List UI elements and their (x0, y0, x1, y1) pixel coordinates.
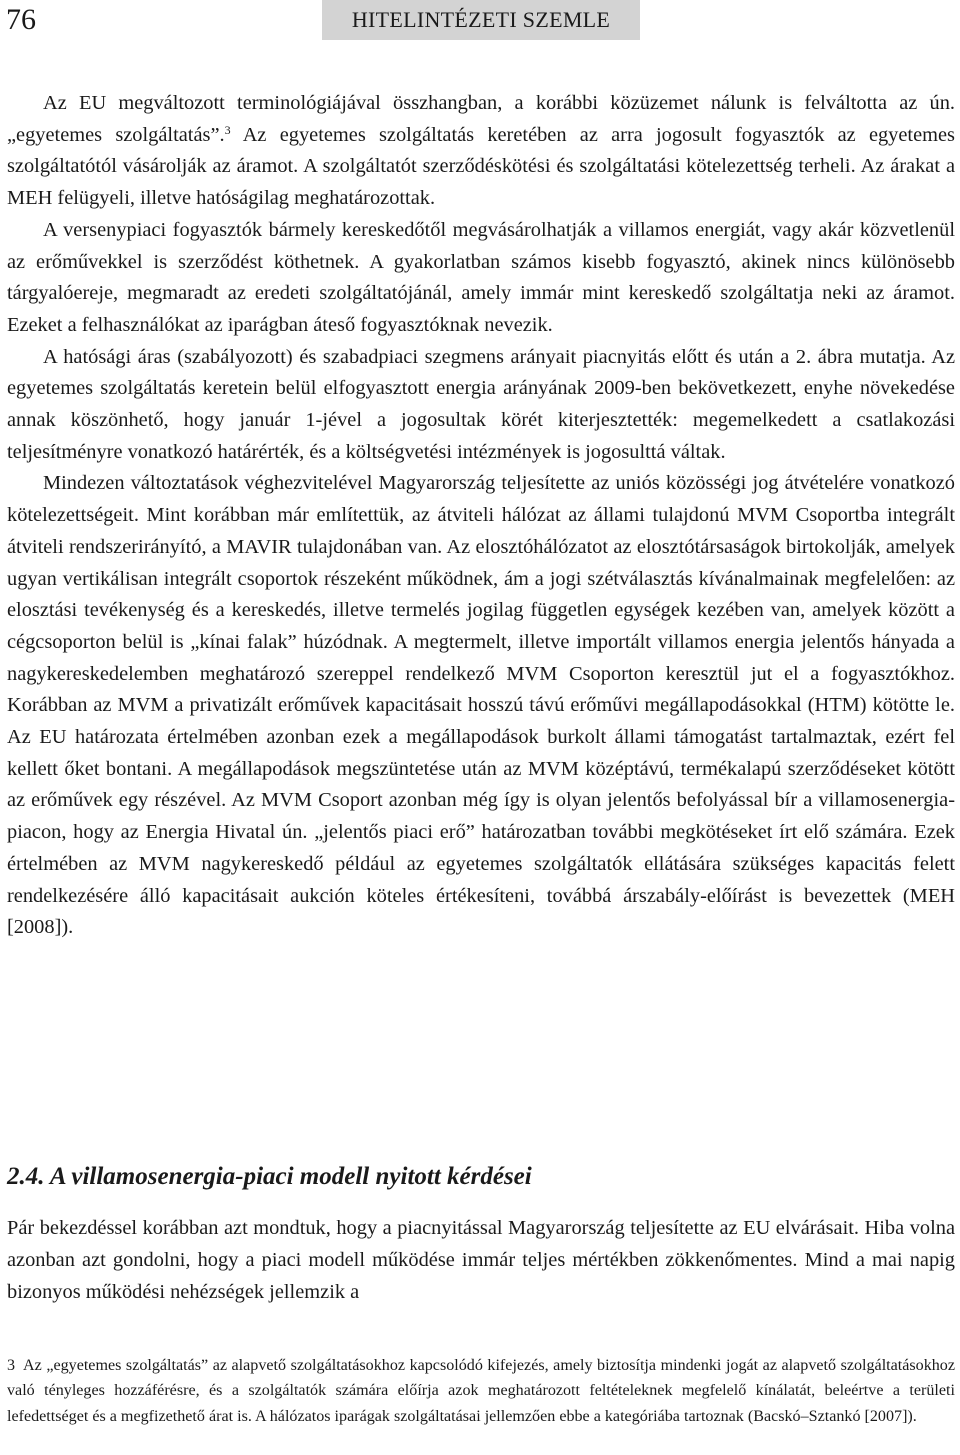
footnote (7, 1353, 955, 1429)
footnote-paragraph (7, 1353, 955, 1429)
paragraph-3: A hatósági áras (szabályozott) és szabadpiaci szegmens arányait piacnyitás előtt és után a 2. ábra mutatja. Az egyetemes szolgáltatás keretein belül elfogyasztott energia arányának 2009-ben bekövetkezett, enyhe növekedése annak köszönhető, hogy január 1-jével a jogosultak körét kiterjesztették: megemelkedett a csatlakozási teljesítményre vonatkozó határérték, és a költségvetési intézmények is jogosulttá váltak. (7, 345, 955, 463)
paragraph-2: A versenypiaci fogyasztók bármely kereskedőtől megvásárolhatják a villamos energiát, vagy akár közvetlenül az erőművekkel is szerződést köthetnek. A gyakorlatban számos kisebb fogyasztó, akinek nincs különösebb tárgyalóereje, megmaradt az eredeti szolgáltatójánál, amely immár mint kereskedő szolgáltatja neki az áramot. Ezeket a felhasználókat az iparágban áteső fogyasztóknak nevezik. (7, 218, 955, 336)
footnote-text: Az „egyetemes szolgáltatás” az alapvető szolgáltatásokhoz kapcsolódó kifejezés, amely biztosítja mindenki jogát az alapvető szolgáltatásokhoz való tényleges hozzáférésre, és a szolgáltatók számára előírja azok meghatározott feltételeknek megfelelő kínálatát, beleértve a területi lefedettséget és a megfizethető árat is. A hálózatos iparágak szolgáltatásai jellemzően ebbe a kategóriába tartoznak (Bacskó–Sztankó [2007]). (7, 1357, 955, 1425)
article-body (7, 88, 955, 944)
footnote-number: 3 (7, 1357, 16, 1374)
page-header (0, 0, 960, 42)
paragraph-1 (7, 88, 955, 215)
journal-title: HITELINTÉZETI SZEMLE (322, 0, 640, 40)
paragraph-text: Az egyetemes szolgáltatás keretében az arra jogosult fogyasztók az egyetemes szolgáltatótól vásárolják az áramot. A szolgáltatót szerződéskötési és szolgáltatási kötelezettség terheli. Az árakat a MEH felügyeli, illetve hatóságilag meghatározottak. (7, 123, 955, 210)
page-number: 76 (6, 3, 36, 36)
paragraph-text: Az EU megváltozott terminológiájával összhangban, a korábbi közüzemet nálunk is felváltotta az ún. „egyetemes szolgáltatás”. (7, 92, 955, 146)
paragraph-4: Mindezen változtatások véghezvitelével Magyarország teljesítette az uniós közösségi jog átvételére vonatkozó kötelezettségeit. Mint korábban már említettük, az átviteli hálózat az állami tulajdonú MVM Csoportba integrált átviteli rendszerirányító, a MAVIR tulajdonában van. Az elosztóhálózatot az elosztótársaságok birtokolják, amelyek ugyan vertikálisan integrált csoportok részeként működnek, ám a jogi szétválasztás kívánalmainak megfelelően: az elosztási tevékenység és a kereskedés, illetve termelés jogilag független egységek kezében van, amelyek között a cégcsoporton belül is „kínai falak” húzódnak. A megtermelt, illetve importált villamos energia jelentős hányada a nagykereskedelemben meghatározó szereppel rendelkező MVM Csoporton keresztül jut el a fogyasztókhoz. Korábban az MVM a privatizált erőművek kapacitásait hosszú távú erőművi megállapodásokkal (HTM) kötötte le. Az EU határozata értelmében azonban ezek a megállapodások burkolt állami támogatást tartalmaztak, ezért fel kellett őket bontani. A megállapodások megszüntetése után az MVM középtávú, termékalapú szerződéseket kötött az erőművek egy részével. Az MVM Csoport azonban még így is olyan jelentős befolyással bír a villamosenergia-piacon, hogy az Energia Hivatal ún. „jelentős piaci erő” határozatban további megkötéseket írt elő számára. Ezek értelmében az MVM nagykereskedő például az egyetemes szolgáltatók ellátására szükséges kapacitás felett rendelkezésére álló kapacitásait aukción köteles értékesíteni, továbbá árszabály-előírást is bevezettek (MEH [2008]). (7, 472, 955, 939)
footnote-reference: 3 (224, 122, 231, 137)
section-paragraph: Pár bekezdéssel korábban azt mondtuk, hogy a piacnyitással Magyarország teljesítette az EU elvárásait. Hiba volna azonban azt gondolni, hogy a piaci modell működése immár teljes mértékben zökkenőmentes. Mind a mai napig bizonyos működési nehézségek jellemzik a (7, 1217, 955, 1303)
section-body (7, 1212, 955, 1308)
section-heading: 2.4. A villamosenergia-piaci modell nyitott kérdései (7, 1163, 532, 1190)
